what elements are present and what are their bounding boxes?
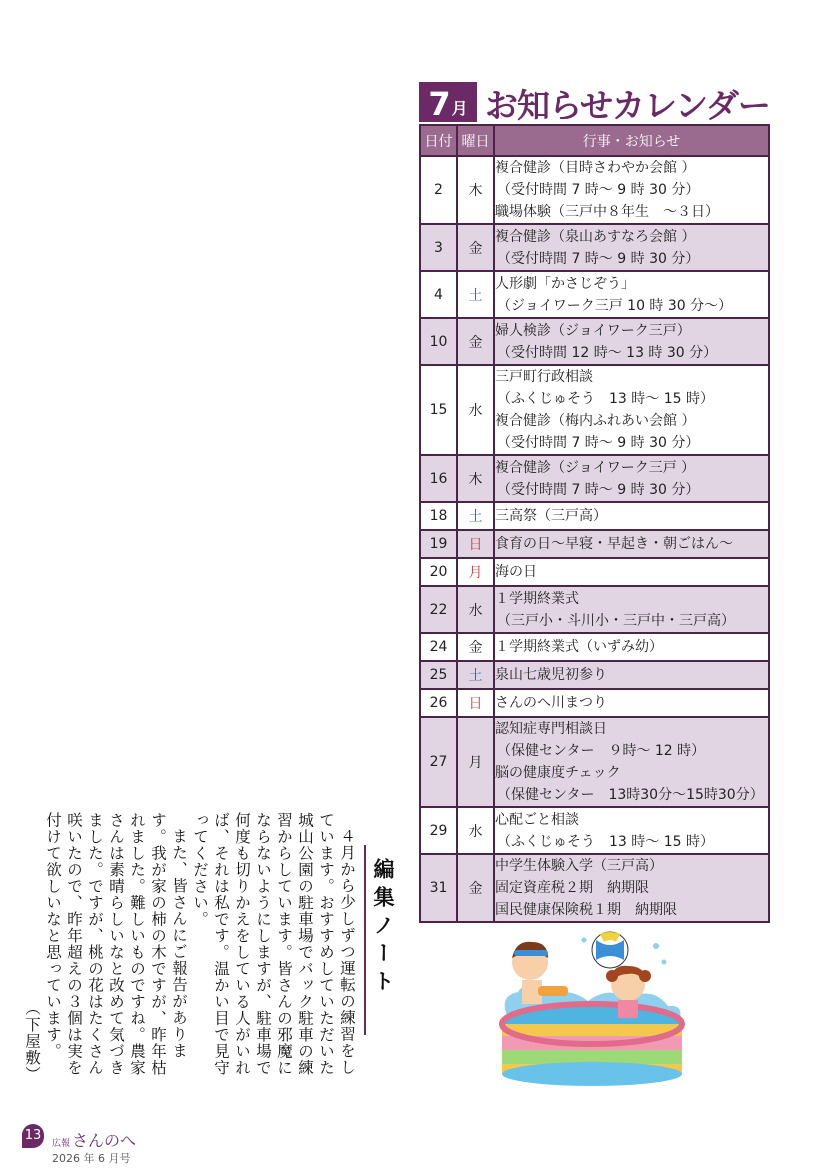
- event-line: 固定資産税２期 納期限: [495, 880, 649, 896]
- event-line: （保健センター 13時30分～15時30分）: [497, 787, 764, 803]
- event-line: 認知症専門相談日: [495, 721, 607, 737]
- calendar-events: [494, 854, 769, 922]
- header-date: 日付: [420, 125, 457, 156]
- issue-date: 2026 年 6 月号: [52, 1152, 131, 1165]
- calendar-dow: 水: [457, 365, 494, 455]
- calendar-row: [420, 156, 769, 224]
- event-line: 職場体験（三戸中８年生 ～３日）: [495, 204, 719, 220]
- calendar-dow: 月: [457, 717, 494, 807]
- month-number: 7: [428, 85, 451, 123]
- calendar-events: [494, 661, 769, 689]
- editor-note-signature: （下屋敷）: [23, 999, 41, 1082]
- calendar-events: [494, 455, 769, 502]
- calendar-body: [420, 156, 769, 922]
- calendar-dow: 土: [457, 661, 494, 689]
- event-line: １学期終業式（いずみ幼）: [495, 639, 663, 655]
- brand-prefix: 広報: [52, 1139, 71, 1149]
- calendar-row: [420, 502, 769, 530]
- event-line: （受付時間 7 時～ 9 時 30 分）: [497, 182, 700, 198]
- event-line: （ジョイワーク三戸 10 時 30 分～）: [497, 297, 733, 314]
- calendar-header: [419, 80, 769, 124]
- calendar-date: 15: [420, 365, 457, 455]
- event-line: 国民健康保険税１期 納期限: [495, 902, 677, 918]
- editor-note-title: 編集ノート: [371, 858, 395, 998]
- calendar-dow: 土: [457, 502, 494, 530]
- calendar-row: [420, 807, 769, 854]
- event-line: 複合健診（目時さわやか会館 ）: [495, 160, 696, 176]
- calendar-dow: 木: [457, 156, 494, 224]
- calendar-row: [420, 318, 769, 365]
- header-events: 行事・お知らせ: [494, 125, 769, 156]
- event-line: 食育の日～早寝・早起き・朝ごはん～: [495, 536, 733, 552]
- event-line: （保健センター ９時～ 12 時）: [497, 743, 706, 759]
- calendar-events: [494, 271, 769, 318]
- editor-note-paragraph: ４月から少しずつ運転の練習をしています。おすすめしていただいた城山公園の駐車場でバック駐車の練習からしています。皆さんの邪魔にならないようにしますが、駐車場で何度も切りかえをしている人がいれば、それは私です。温かい目で見守ってください。: [191, 812, 356, 1076]
- calendar-row: [420, 455, 769, 502]
- calendar-row: [420, 689, 769, 717]
- calendar-row: [420, 224, 769, 271]
- calendar-events: [494, 633, 769, 661]
- page-number-badge: 13: [22, 1124, 44, 1148]
- calendar-events: [494, 318, 769, 365]
- calendar-events: [494, 717, 769, 807]
- event-line: （受付時間 12 時～ 13 時 30 分）: [497, 344, 718, 361]
- event-line: 複合健診（梅内ふれあい会館 ）: [495, 413, 696, 429]
- kids-in-pool-illustration: [488, 926, 696, 1086]
- calendar-date: 25: [420, 661, 457, 689]
- event-line: （ふくじゅそう 13 時～ 15 時）: [497, 833, 714, 850]
- calendar-row: [420, 717, 769, 807]
- calendar-row: [420, 271, 769, 318]
- calendar-row: [420, 633, 769, 661]
- calendar-dow: 金: [457, 318, 494, 365]
- event-line: 脳の健康度チェック: [495, 765, 621, 781]
- note-divider: [364, 845, 366, 1035]
- event-line: さんのへ川まつり: [495, 695, 607, 711]
- calendar-row: [420, 365, 769, 455]
- event-line: 中学生体験入学（三戸高）: [495, 858, 663, 874]
- calendar-events: [494, 530, 769, 558]
- header-dow: 曜日: [457, 125, 494, 156]
- event-line: 泉山七歳児初参り: [495, 667, 607, 683]
- calendar-header-row: [420, 125, 769, 156]
- event-line: （受付時間 7 時～ 9 時 30 分）: [497, 481, 700, 498]
- month-unit: 月: [451, 99, 468, 118]
- calendar-dow: 日: [457, 530, 494, 558]
- calendar-events: [494, 689, 769, 717]
- calendar-date: 18: [420, 502, 457, 530]
- event-line: 三高祭（三戸高）: [495, 508, 607, 524]
- calendar-table: [419, 124, 770, 923]
- calendar-date: 27: [420, 717, 457, 807]
- calendar-date: 29: [420, 807, 457, 854]
- brand-name: さんのへ: [72, 1131, 137, 1150]
- calendar-dow: 月: [457, 558, 494, 586]
- event-line: （ふくじゅそう 13 時～ 15 時）: [497, 391, 714, 407]
- calendar-date: 19: [420, 530, 457, 558]
- calendar-row: [420, 661, 769, 689]
- calendar-date: 2: [420, 156, 457, 224]
- calendar-date: 31: [420, 854, 457, 922]
- calendar-date: 24: [420, 633, 457, 661]
- calendar-date: 16: [420, 455, 457, 502]
- event-line: （受付時間 7 時～ 9 時 30 分）: [497, 435, 700, 451]
- calendar-date: 20: [420, 558, 457, 586]
- calendar-dow: 木: [457, 455, 494, 502]
- calendar-date: 22: [420, 586, 457, 633]
- calendar-date: 10: [420, 318, 457, 365]
- calendar-events: [494, 156, 769, 224]
- event-line: 海の日: [495, 564, 537, 580]
- calendar-row: [420, 558, 769, 586]
- calendar-dow: 金: [457, 633, 494, 661]
- calendar-events: [494, 502, 769, 530]
- calendar-title: お知らせカレンダー: [485, 86, 770, 125]
- calendar-dow: 水: [457, 807, 494, 854]
- calendar-row: [420, 530, 769, 558]
- editor-note-body: [21, 812, 357, 1082]
- event-line: （三戸小・斗川小・三戸中・三戸高）: [497, 612, 735, 629]
- calendar-events: [494, 224, 769, 271]
- calendar-dow: 金: [457, 854, 494, 922]
- event-line: 婦人検診（ジョイワーク三戸）: [495, 322, 691, 339]
- calendar-row: [420, 854, 769, 922]
- event-line: １学期終業式: [495, 590, 579, 607]
- calendar-events: [494, 807, 769, 854]
- calendar-events: [494, 365, 769, 455]
- calendar-dow: 水: [457, 586, 494, 633]
- calendar-date: 26: [420, 689, 457, 717]
- calendar-dow: 日: [457, 689, 494, 717]
- event-line: 三戸町行政相談: [495, 369, 593, 385]
- month-badge: [419, 82, 477, 122]
- event-line: 複合健診（ジョイワーク三戸 ）: [495, 459, 696, 476]
- calendar-dow: 土: [457, 271, 494, 318]
- calendar-events: [494, 586, 769, 633]
- calendar-dow: 金: [457, 224, 494, 271]
- calendar-date: 3: [420, 224, 457, 271]
- event-line: （受付時間 7 時～ 9 時 30 分）: [497, 250, 700, 267]
- calendar-row: [420, 586, 769, 633]
- calendar-date: 4: [420, 271, 457, 318]
- event-line: 心配ごと相談: [495, 811, 579, 828]
- event-line: 人形劇「かさじぞう」: [495, 275, 635, 292]
- event-line: 複合健診（泉山あすなろ会館 ）: [495, 228, 696, 245]
- editor-note-paragraph: また、皆さんにご報告があります。我が家の柿の木ですが、昨年枯れました。難しいものですね。農家さんは素晴らしいなと改めて気づきました。ですが、桃の花はたくさん咲いたので、昨年超えの３個は実を付けて欲しいなと思っています。: [44, 812, 188, 1076]
- calendar-events: [494, 558, 769, 586]
